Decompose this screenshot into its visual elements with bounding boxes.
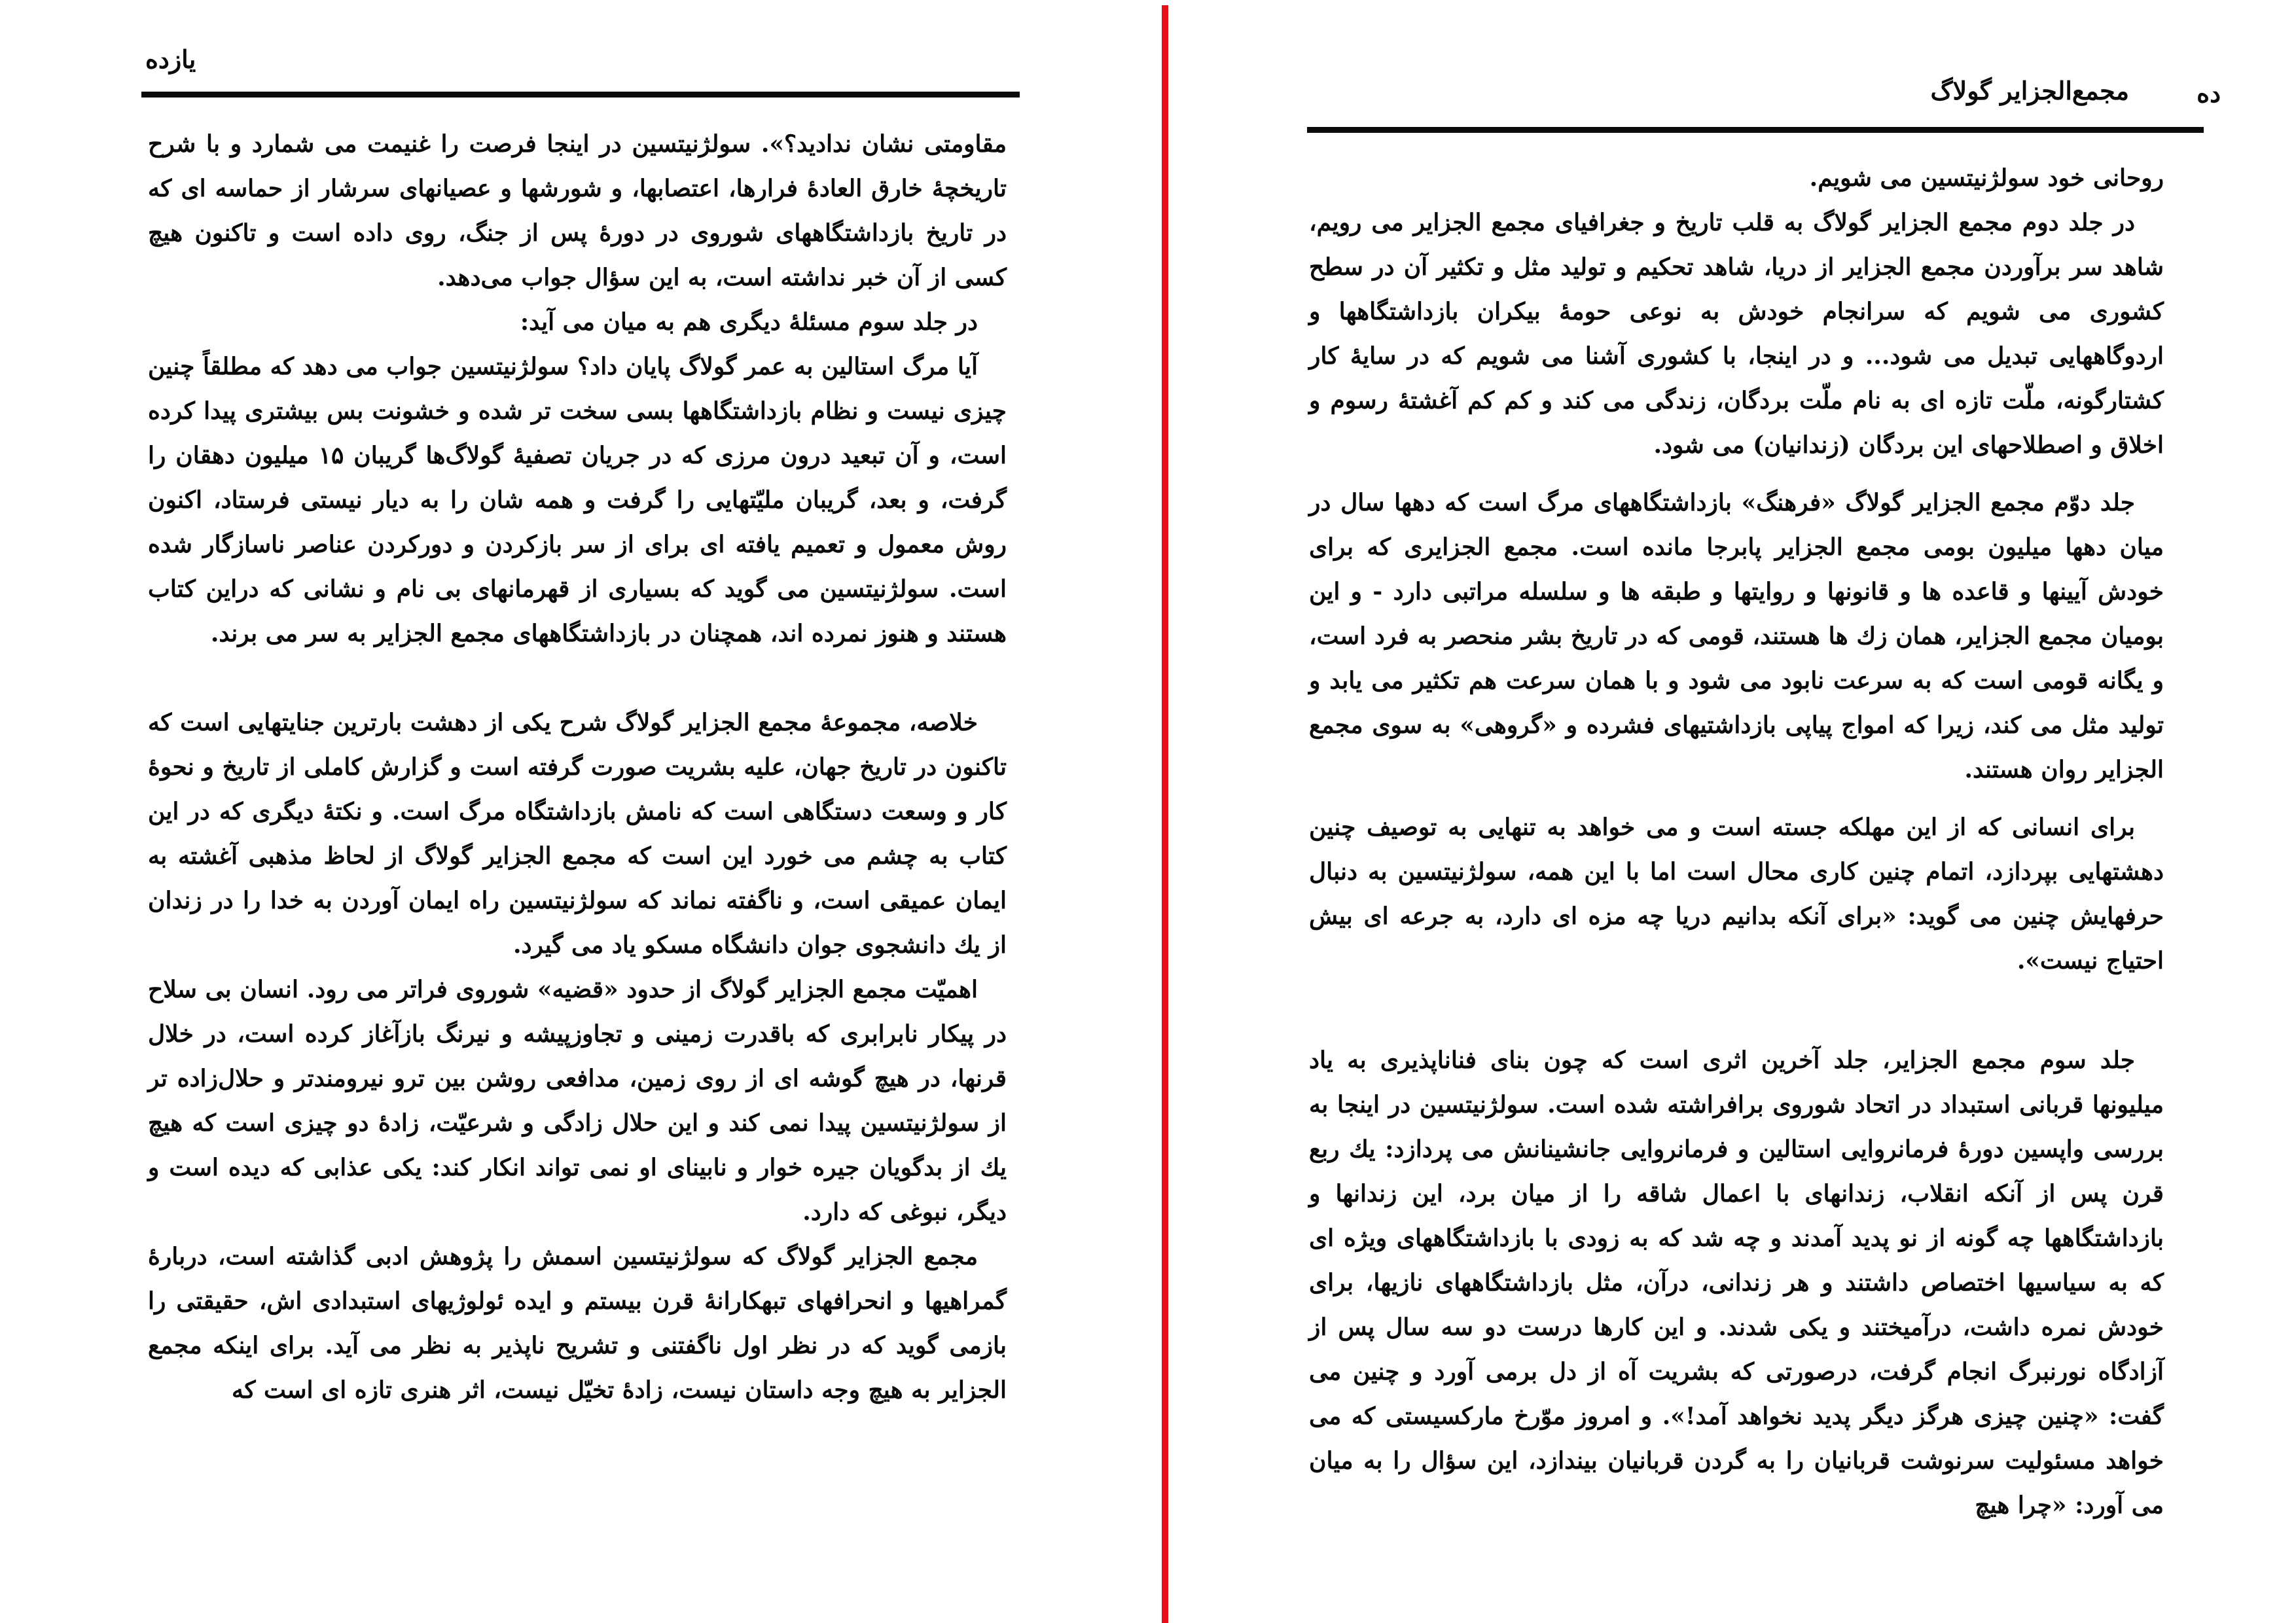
header-rule [141, 92, 1020, 98]
paragraph: آیا مرگ استالین به عمر گولاگ پایان داد؟ سولژنیتسین جواب می دهد که مطلقاً چنین چیزی نیست و نظام بازداشتگاهها بسی سخت تر شده و خشونت بس بیشتری پیدا کرده است، و آن تبعید درون مرزی که در جریان تصفیهٔ گولاگ‌ها گریبان ۱۵ میلیون دهقان را گرفت، و بعد، گریبان ملیّتهایی را گرفت و همه شان را به دیار نیستی فرستاد، اکنون روش معمول و تعمیم یافته ای برای از سر بازکردن و دورکردن عناصر ناسازگار شده است. سولژنیتسین می گوید که بسیاری از قهرمانهای بی نام و نشانی که دراین کتاب هستند و هنوز نمرده اند، همچنان در بازداشتگاههای مجمع الجزایر به سر می برند. [148, 353, 1007, 647]
paragraph: روحانی خود سولژنیتسین می شویم. [1809, 164, 2164, 192]
right-page [1172, 0, 2296, 1623]
header-rule [1307, 127, 2204, 133]
paragraph: مجمع الجزایر گولاگ که سولژنیتسین اسمش را پژوهش ادبی گذاشته است، دربارهٔ گمراهیها و انحرافهای تبهکارانهٔ قرن بیستم و ایده ئولوژیهای استبدادی اش، حقیقتی را بازمی گوید که در نظر اول ناگفتنی و تشریح ناپذیر به نظر می آید. برای اینکه مجمع الجزایر به هیچ وجه داستان نیست، زادهٔ تخیّل نیست، اثر هنری تازه ای است که [148, 1243, 1007, 1404]
page-body [148, 122, 1007, 1412]
paragraph: برای انسانی که از این مهلکه جسته است و می خواهد به تنهایی به توصیف چنین دهشتهایی بپردازد، اتمام چنین کاری محال است اما با این همه، سولژنیتسین به دنبال حرفهایش چنین می گوید: «برای آنکه بدانیم دریا چه مزه ای دارد، به جرعه ای بیش احتیاج نیست». [1309, 813, 2164, 974]
paragraph: خلاصه، مجموعهٔ مجمع الجزایر گولاگ شرح یکی از دهشت بارترین جنایتهایی است که تاکنون در تاریخ جهان، علیه بشریت صورت گرفته است و گزارش کاملی از تاریخ و نحوهٔ کار و وسعت دستگاهی است که نامش بازداشتگاه مرگ است. و نکتهٔ دیگری که در این کتاب به چشم می خورد این است که مجمع الجزایر گولاگ از لحاظ مذهبی آغشته به ایمان عمیقی است، و ناگفته نماند که سولژنیتسین راه ایمان آوردن به خدا را در زندان از یك دانشجوی جوان دانشگاه مسکو یاد می گیرد. [148, 709, 1007, 959]
paragraph: جلد سوم مجمع الجزایر، جلد آخرین اثری است که چون بنای فناناپذیری به یاد میلیونها قربانی استبداد در اتحاد شوروی برافراشته شده است. سولژنیتسین در اینجا به بررسی واپسین دورهٔ فرمانروایی استالین و فرمانروایی جانشینانش می پردازد: یك ربع قرن پس از آنکه انقلاب، زندانهای با اعمال شاقه را از میان برد، این زندانها و بازداشتگاهها چه گونه از نو پدید آمدند و چه شد که به زودی با بازداشتگاههای ویژه ای که به سیاسیها اختصاص داشتند و هر زندانی، درآن، مثل بازداشتگاههای نازیها، برای خودش نمره داشت، درآمیختند و یکی شدند. و این کارها درست دو سه سال پس از آزادگاه نورنبرگ انجام گرفت، درصورتی که بشریت آه از دل برمی آورد و چنین می گفت: «چنین چیزی هرگز دیگر پدید نخواهد آمد!». و امروز موّرخ مارکسیستی که می خواهد مسئولیت سرنوشت قربانیان را به گردن قربانیان بیندازد، این سؤال را به میان می آورد: «چرا هیچ [1309, 1046, 2164, 1519]
page-number: یازده [145, 45, 196, 74]
paragraph: در جلد دوم مجمع الجزایر گولاگ به قلب تاریخ و جغرافیای مجمع الجزایر می رویم، شاهد سر برآوردن مجمع الجزایر از دریا، شاهد تحکیم و تولید مثل و تکثیر آن در سطح کشوری می شویم که سرانجام خودش به نوعی حومهٔ بیکران بازداشتگاهها و اردوگاههایی تبدیل می شود... و در اینجا، با کشوری آشنا می شویم که در سایهٔ کار کشتارگونه، ملّت تازه ای به نام ملّت بردگان، زندگی می کند و کم کم آغشتهٔ رسوم و اخلاق و اصطلاحهای این بردگان (زندانیان) می شود. [1309, 209, 2164, 459]
running-title: مجمع‌الجزایر گولاگ [1930, 76, 2129, 105]
paragraph: اهمیّت مجمع الجزایر گولاگ از حدود «قضیه» شوروی فراتر می رود. انسان بی سلاح در پیکار نابرابری که باقدرت زمینی و تجاوزپیشه و نیرنگ بازآغاز کرده است، در خلال قرنها، در هیچ گوشه ای از روی زمین، مدافعی روشن بین ترو نیرومندتر و حلال‌زاده تر از سولژنیتسین پیدا نمی کند و این حلال زادگی و شرعیّت، زادهٔ دو چیزی است که هیچ یك از بدگویان جیره خوار و نابینای او نمی تواند انکار کند: یکی عذابی که دیده است و دیگر، نبوغی که دارد. [148, 976, 1007, 1226]
page-number: ده [2197, 79, 2221, 108]
paragraph: جلد دوّم مجمع الجزایر گولاگ «فرهنگ» بازداشتگاههای مرگ است که دهها سال در میان دهها میلیون بومی مجمع الجزایر پابرجا مانده است. مجمع الجزایری که برای خودش آیینها و قاعده ها و قانونها و روایتها و طبقه ها و سلسله مراتبی دارد - و این بومیان مجمع الجزایر، همان زك ها هستند، قومی که در تاریخ بشر منحصر به فرد است، و یگانه قومی است که به سرعت نابود می شود و با همان سرعت هم تکثیر می یابد و تولید مثل می کند، زیرا که امواج پیاپی بازداشتیهای فشرده و «گروهی» به سوی مجمع الجزایر روان هستند. [1309, 489, 2164, 783]
paragraph: در جلد سوم مسئلهٔ دیگری هم به میان می آید: [520, 308, 978, 336]
page-body [1309, 156, 2164, 1527]
page-divider [1162, 5, 1168, 1623]
paragraph: مقاومتی نشان ندادید؟». سولژنیتسین در اینجا فرصت را غنیمت می شمارد و با شرح تاریخچهٔ خارق العادهٔ فرارها، اعتصابها، و شورشها و عصیانهای سرشار از حماسه ای که در تاریخ بازداشتگاههای شوروی در دورهٔ پس از جنگ، روی داده است و تاکنون هیچ کسی از آن خبر نداشته است، به این سؤال جواب می‌دهد. [148, 130, 1007, 291]
